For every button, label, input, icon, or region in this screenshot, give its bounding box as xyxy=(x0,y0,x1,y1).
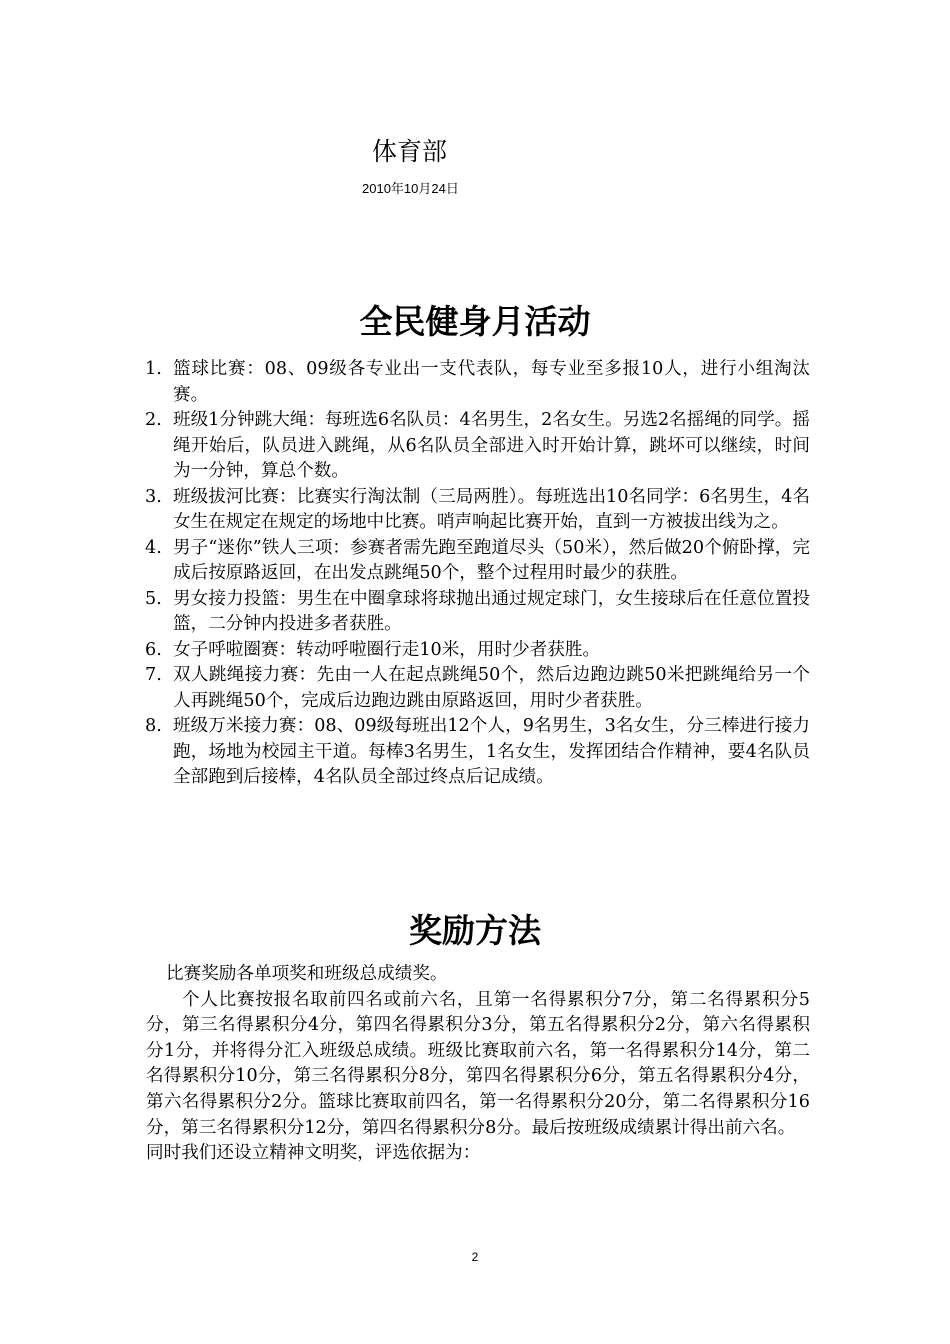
list-item xyxy=(145,638,810,664)
list-item-text: 班级1分钟跳大绳：每班选6名队员：4名男生，2名女生。另选2名摇绳的同学。摇绳开始后，队员进入跳绳，从6名队员全部进入时开始计算，跳坏可以继续，时间为一分钟，算总个数。 xyxy=(173,410,810,481)
reward-intro: 比赛奖励各单项奖和班级总成绩奖。 xyxy=(166,964,448,984)
list-number: 5. xyxy=(145,588,162,609)
list-item xyxy=(145,714,810,791)
reward-section xyxy=(146,962,810,1167)
list-number: 1. xyxy=(145,359,162,379)
list-number: 4. xyxy=(145,537,162,558)
list-item xyxy=(145,536,810,587)
list-item-text: 篮球比赛：08、09级各专业出一支代表队，每专业至多报10人，进行小组淘汰赛。 xyxy=(173,359,810,405)
list-item-text: 男子“迷你”铁人三项：参赛者需先跑至跑道尽头（50米），然后做20个俯卧撑，完成后按原路返回，在出发点跳绳50个，整个过程用时最少的获胜。 xyxy=(173,537,810,583)
list-item xyxy=(145,357,810,408)
list-number: 6. xyxy=(145,639,162,660)
list-item xyxy=(145,485,810,536)
list-item-text: 双人跳绳接力赛：先由一人在起点跳绳50个，然后边跑边跳50米把跳绳给另一个人再跳绳50个，完成后边跑边跳由原路返回，用时少者获胜。 xyxy=(173,665,810,711)
list-item-text: 班级拔河比赛：比赛实行淘汰制（三局两胜）。每班选出10名同学：6名男生，4名女生在规定在规定的场地中比赛。哨声响起比赛开始，直到一方被拔出线为之。 xyxy=(173,486,810,532)
section-title-activities: 全民健身月活动 xyxy=(359,302,591,341)
department-name: 体育部 xyxy=(372,137,448,166)
reward-body: 个人比赛按报名取前四名或前六名，且第一名得累积分7分，第二名得累积分5分，第三名得累积分4分，第四名得累积分3分，第五名得累积分2分，第六名得累积分1分，并将得分汇入班级总成绩。班级比赛取前六名，第一名得累积分14分，第二名得累积分10分，第三名得累积分8分，第四名得累积分6分，第五名得累积分4分，第六名得累积分2分。篮球比赛取前四名，第一名得累积分20分，第二名得累积分16分，第三名得累积分12分，第四名得累积分8分。最后按班级成绩累计得出前六名。 xyxy=(146,989,810,1138)
list-item xyxy=(145,663,810,714)
list-item xyxy=(145,408,810,485)
activity-list xyxy=(145,357,810,791)
list-number: 3. xyxy=(145,486,162,507)
list-item-text: 班级万米接力赛：08、09级每班出12个人，9名男生，3名女生，分三棒进行接力跑，场地为校园主干道。每棒3名男生，1名女生，发挥团结合作精神，要4名队员全部跑到后接棒，4名队员全部过终点后记成绩。 xyxy=(173,716,810,787)
list-item-text: 男女接力投篮：男生在中圈拿球将球抛出通过规定球门，女生接球后在任意位置投篮，二分钟内投进多者获胜。 xyxy=(173,588,810,634)
list-number: 2. xyxy=(145,410,162,430)
list-number: 7. xyxy=(145,665,162,685)
section-title-rewards: 奖励方法 xyxy=(409,911,541,950)
list-number: 8. xyxy=(145,716,162,736)
list-item-text: 女子呼啦圈赛：转动呼啦圈行走10米，用时少者获胜。 xyxy=(173,639,601,660)
document-date: 2010年10月24日 xyxy=(362,181,459,196)
page-number: 2 xyxy=(471,1250,479,1264)
reward-closing: 同时我们还设立精神文明奖，评选依据为： xyxy=(146,1143,481,1164)
list-item xyxy=(145,587,810,638)
